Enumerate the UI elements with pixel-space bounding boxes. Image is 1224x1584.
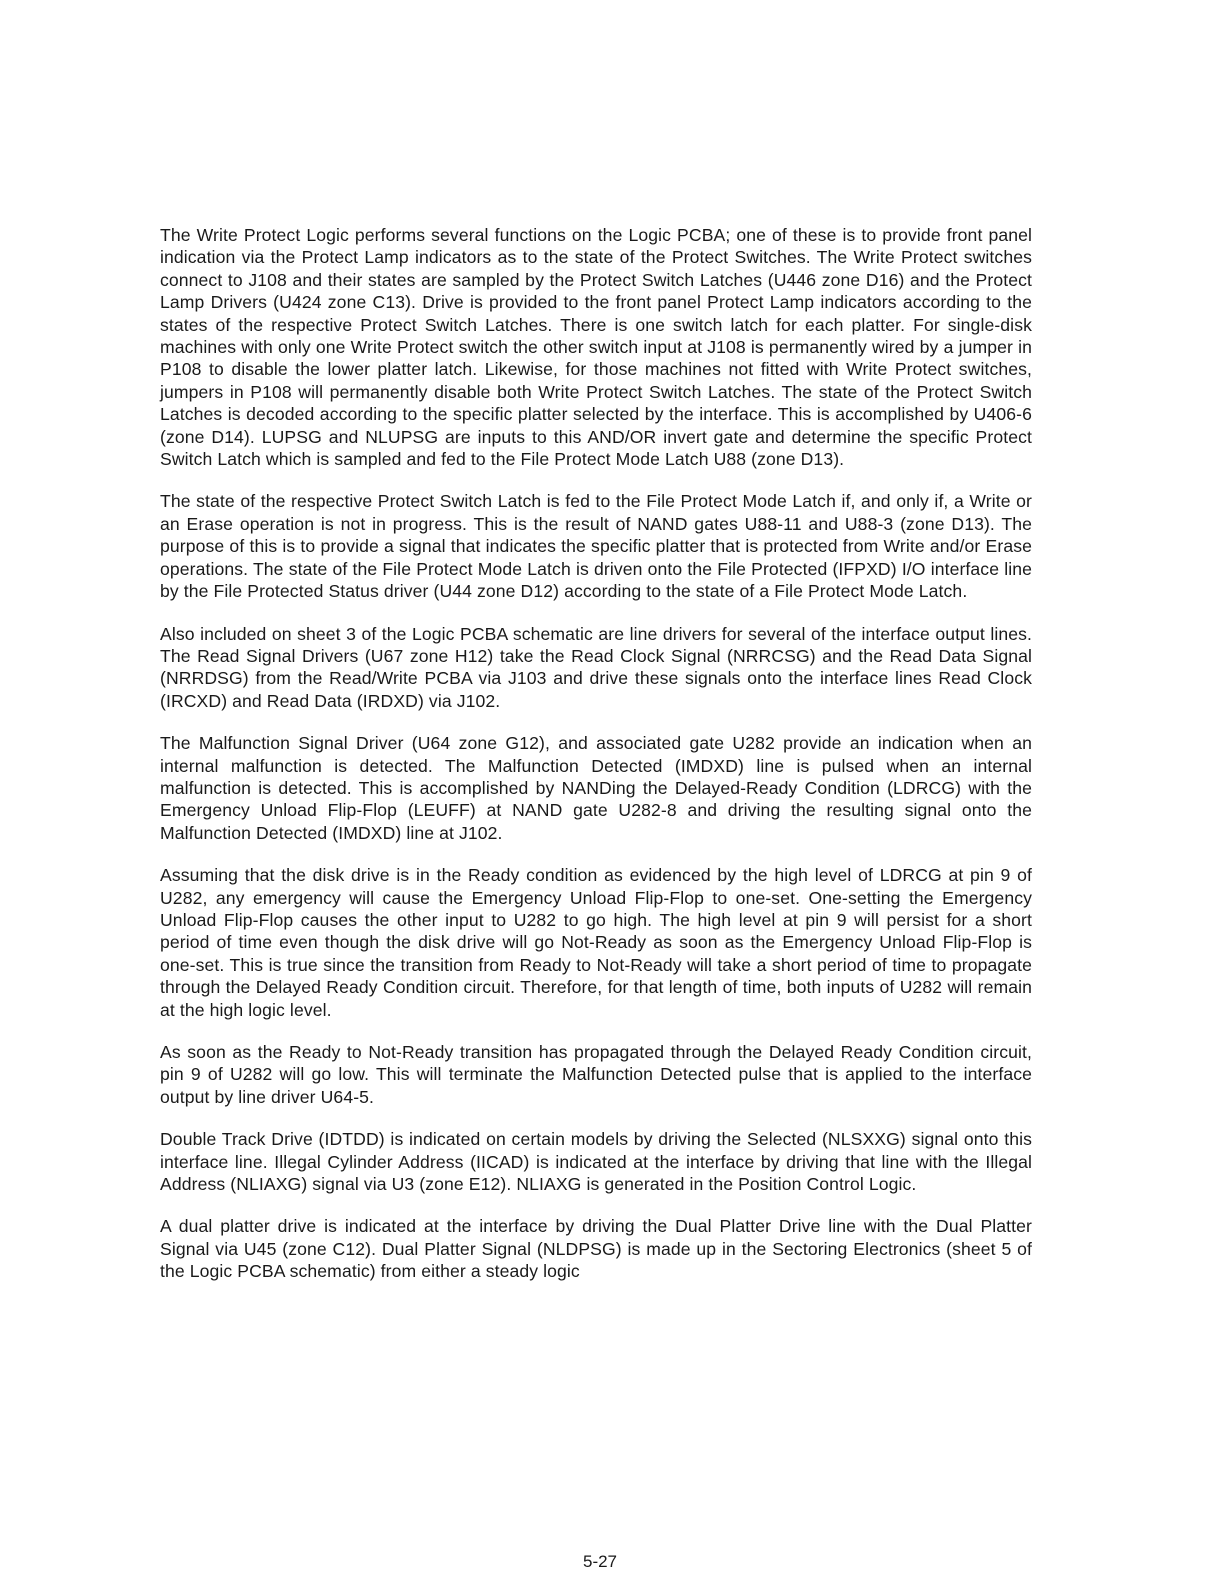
paragraph-ready-condition: Assuming that the disk drive is in the Ready condition as evidenced by the high level of LDRCG at pin 9 of U282, any emergency will cause the Emergency Unload Flip-Flop to one-set. One-setting the Emergency Unload Flip-Flop causes the other input to U282 to go high. The high level at pin 9 will persist for a short period of time even though the disk drive will go Not-Ready as soon as the Emergency Unload Flip-Flop is one-set. This is true since the transition from Ready to Not-Ready will take a short period of time to propagate through the Delayed Ready Condition circuit. Therefore, for that length of time, both inputs of U282 will remain at the high logic level. xyxy=(160,865,1032,1020)
paragraph-malfunction-signal-driver: The Malfunction Signal Driver (U64 zone G12), and associated gate U282 provide an indication when an internal malfunction is detected. The Malfunction Detected (IMDXD) line is pulsed when an internal malfunction is detected. This is accomplished by NANDing the Delayed-Ready Condition (LDRCG) with the Emergency Unload Flip-Flop (LEUFF) at NAND gate U282-8 and driving the resulting signal onto the Malfunction Detected (IMDXD) line at J102. xyxy=(160,733,1032,843)
paragraph-double-track-drive: Double Track Drive (IDTDD) is indicated on certain models by driving the Selected (NLSXXG) signal onto this interface line. Illegal Cylinder Address (IICAD) is indicated at the interface by driving that line with the Illegal Address (NLIAXG) signal via U3 (zone E12). NLIAXG is generated in the Position Control Logic. xyxy=(160,1129,1032,1195)
page-number: 5-27 xyxy=(582,1552,618,1571)
page-body xyxy=(160,224,1032,1303)
paragraph-not-ready-transition: As soon as the Ready to Not-Ready transition has propagated through the Delayed Ready Condition circuit, pin 9 of U282 will go low. This will terminate the Malfunction Detected pulse that is applied to the interface output by line driver U64-5. xyxy=(160,1042,1032,1107)
paragraph-dual-platter-drive: A dual platter drive is indicated at the interface by driving the Dual Platter Drive line with the Dual Platter Signal via U45 (zone C12). Dual Platter Signal (NLDPSG) is made up in the Sectoring Electronics (sheet 5 of the Logic PCBA schematic) from either a steady logic xyxy=(160,1216,1032,1282)
paragraph-file-protect-mode-latch: The state of the respective Protect Switch Latch is fed to the File Protect Mode Latch if, and only if, a Write or an Erase operation is not in progress. This is the result of NAND gates U88-11 and U88-3 (zone D13). The purpose of this is to provide a signal that indicates the specific platter that is protected from Write and/or Erase operations. The state of the File Protect Mode Latch is driven onto the File Protected (IFPXD) I/O interface line by the File Protected Status driver (U44 zone D12) according to the state of a File Protect Mode Latch. xyxy=(160,491,1032,602)
paragraph-line-drivers: Also included on sheet 3 of the Logic PCBA schematic are line drivers for several of the interface output lines. The Read Signal Drivers (U67 zone H12) take the Read Clock Signal (NRRCSG) and the Read Data Signal (NRRDSG) from the Read/Write PCBA via J103 and drive these signals onto the interface lines Read Clock (IRCXD) and Read Data (IRDXD) via J102. xyxy=(160,623,1032,711)
paragraph-write-protect-logic: The Write Protect Logic performs several functions on the Logic PCBA; one of these is to provide front panel indication via the Protect Lamp indicators as to the state of the Protect Switches. The Write Protect switches connect to J108 and their states are sampled by the Protect Switch Latches (U446 zone D16) and the Protect Lamp Drivers (U424 zone C13). Drive is provided to the front panel Protect Lamp indicators according to the states of the respective Protect Switch Latches. There is one switch latch for each platter. For single-disk machines with only one Write Protect switch the other switch input at J108 is permanently wired by a jumper in P108 to disable the lower platter latch. Likewise, for those machines not fitted with Write Protect switches, jumpers in P108 will permanently disable both Write Protect Switch Latches. The state of the Protect Switch Latches is decoded according to the specific platter selected by the interface. This is accomplished by U406-6 (zone D14). LUPSG and NLUPSG are inputs to this AND/OR invert gate and determine the specific Protect Switch Latch which is sampled and fed to the File Protect Mode Latch U88 (zone D13). xyxy=(160,225,1032,470)
